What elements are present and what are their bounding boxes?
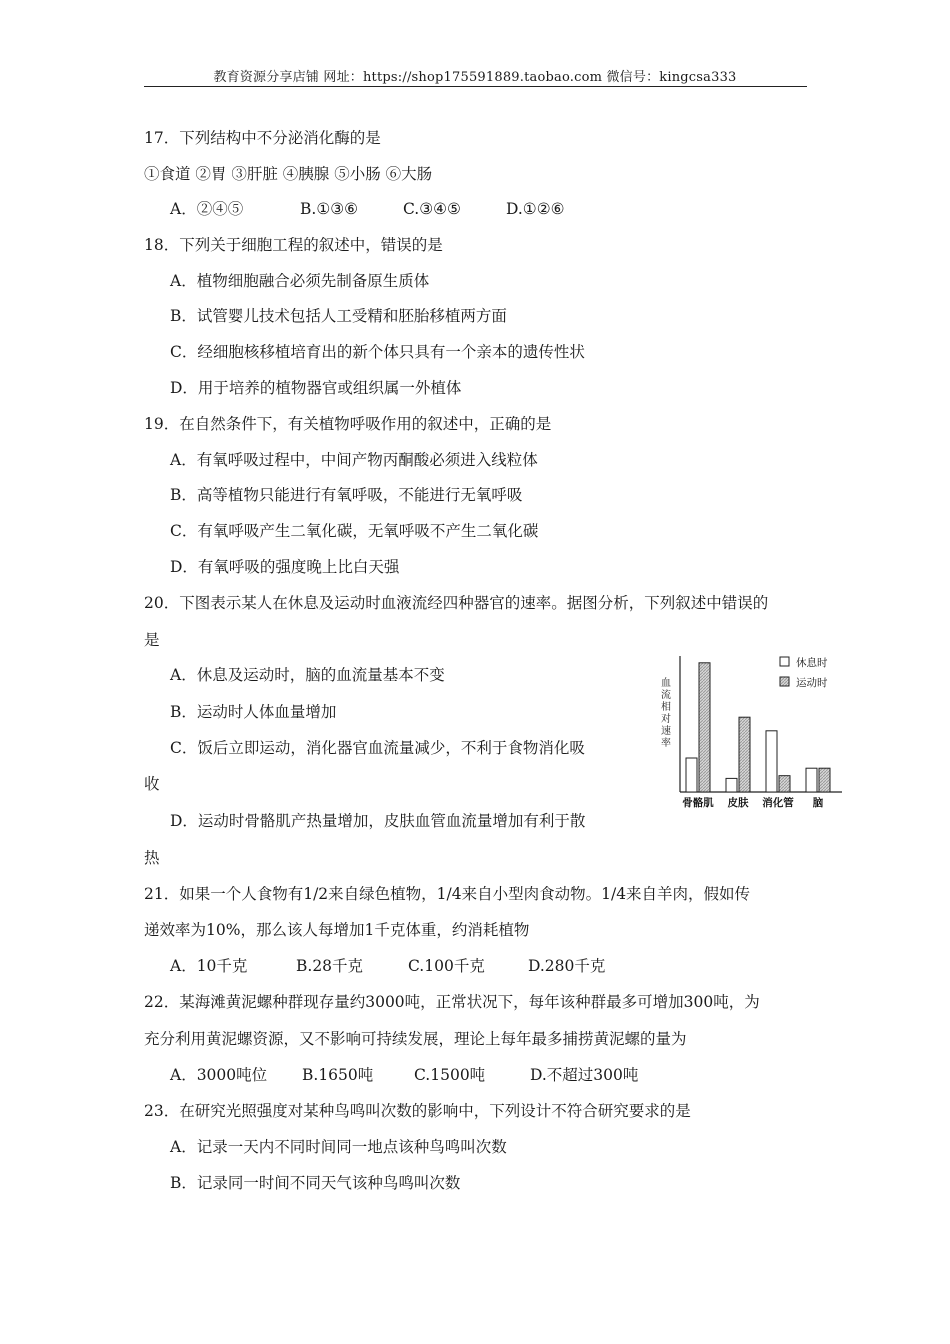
legend-swatch-exercise [780,677,789,686]
page-header: 教育资源分享店铺 网址：https://shop175591889.taobao.com 微信号：kingcsa333 [213,70,737,85]
bar-exercise-2 [739,717,750,792]
q17-option-d: D.①②⑥ [506,200,565,218]
header-rule [144,86,807,87]
q23-option-b: B．记录同一时间不同天气该种鸟鸣叫次数 [170,1174,461,1192]
legend-label-exercise: 运动时 [796,677,828,689]
q18-option-a: A．植物细胞融合必须先制备原生质体 [170,272,430,290]
q22-option-c: C.1500吨 [414,1066,486,1084]
q20-option-d-line1: D．运动时骨骼肌产热量增加，皮肤血管血流量增加有利于散 [170,812,586,830]
bar-exercise-4 [819,768,830,792]
bar-rest-2 [726,778,737,792]
q21-line1: 21．如果一个人食物有1/2来自绿色植物，1/4来自小型肉食动物。1/4来自羊肉，假如传 [144,885,751,903]
q19-option-b: B．高等植物只能进行有氧呼吸，不能进行无氧呼吸 [170,486,523,504]
q17-option-a: A．②④⑤ [170,200,244,218]
q21-option-d: D.280千克 [528,957,606,975]
q22-option-d: D.不超过300吨 [530,1066,639,1084]
q22-line1: 22．某海滩黄泥螺种群现存量约3000吨，正常状况下，每年该种群最多可增加300吨，为 [144,993,760,1011]
q17-option-b: B.①③⑥ [300,200,359,218]
q20-option-a: A．休息及运动时，脑的血流量基本不变 [170,666,445,684]
q21-option-c: C.100千克 [408,957,485,975]
q20-option-c-line1: C．饭后立即运动，消化器官血流量减少，不利于食物消化吸 [170,739,585,757]
q22-option-b: B.1650吨 [302,1066,374,1084]
legend-swatch-rest [780,657,789,666]
q22-line2: 充分利用黄泥螺资源，又不影响可持续发展，理论上每年最多捕捞黄泥螺的量为 [144,1030,687,1048]
blood-flow-chart [652,648,852,813]
q21-option-b: B.28千克 [296,957,364,975]
q21-option-a: A．10千克 [170,957,248,975]
q19-stem: 19．在自然条件下，有关植物呼吸作用的叙述中，正确的是 [144,415,552,433]
q17-stem: 17．下列结构中不分泌消化酶的是 [144,129,381,147]
q18-stem: 18．下列关于细胞工程的叙述中，错误的是 [144,236,443,254]
y-axis-label-char: 对 [661,714,671,725]
q20-option-d-line2: 热 [144,849,160,867]
q17-items: ①食道 ②胃 ③肝脏 ④胰腺 ⑤小肠 ⑥大肠 [144,165,433,183]
y-axis-label-char: 率 [661,738,671,749]
q23-option-a: A．记录一天内不同时间同一地点该种鸟鸣叫次数 [170,1138,507,1156]
q22-options [170,1065,638,1085]
q18-option-b: B．试管婴儿技术包括人工受精和胚胎移植两方面 [170,307,507,325]
y-axis-label-char: 相 [661,702,671,713]
q18-option-d: D．用于培养的植物器官或组织属一外植体 [170,379,462,397]
q19-option-a: A．有氧呼吸过程中，中间产物丙酮酸必须进入线粒体 [170,451,538,469]
x-tick-label: 消化管 [762,797,794,809]
legend-label-rest: 休息时 [796,657,828,669]
q17-options [170,199,565,219]
q20-option-b: B．运动时人体血量增加 [170,703,337,721]
bar-exercise-1 [699,663,710,792]
x-tick-label: 脑 [812,797,824,809]
q21-options [170,956,605,976]
q19-option-c: C．有氧呼吸产生二氧化碳，无氧呼吸不产生二氧化碳 [170,522,539,540]
q20-stem-line2: 是 [144,631,160,649]
q20-stem-line1: 20．下图表示某人在休息及运动时血液流经四种器官的速率。据图分析，下列叙述中错误的 [144,594,769,612]
bar-rest-1 [686,758,697,792]
q21-line2: 递效率为10%，那么该人每增加1千克体重，约消耗植物 [144,921,530,939]
x-tick-label: 骨骼肌 [682,797,714,809]
q20-option-c-line2: 收 [144,775,160,793]
q19-option-d: D．有氧呼吸的强度晚上比白天强 [170,558,400,576]
q22-option-a: A．3000吨位 [170,1066,268,1084]
q18-option-c: C．经细胞核移植培育出的新个体只具有一个亲本的遗传性状 [170,343,585,361]
y-axis-label-char: 速 [661,726,671,737]
q17-option-c: C.③④⑤ [403,200,461,218]
bar-rest-4 [806,768,817,792]
bar-exercise-3 [779,776,790,792]
y-axis-label-char: 流 [661,690,671,701]
bar-rest-3 [766,731,777,792]
q23-stem: 23．在研究光照强度对某种鸟鸣叫次数的影响中，下列设计不符合研究要求的是 [144,1102,691,1120]
x-tick-label: 皮肤 [727,797,749,809]
y-axis-label-char: 血 [661,678,671,689]
